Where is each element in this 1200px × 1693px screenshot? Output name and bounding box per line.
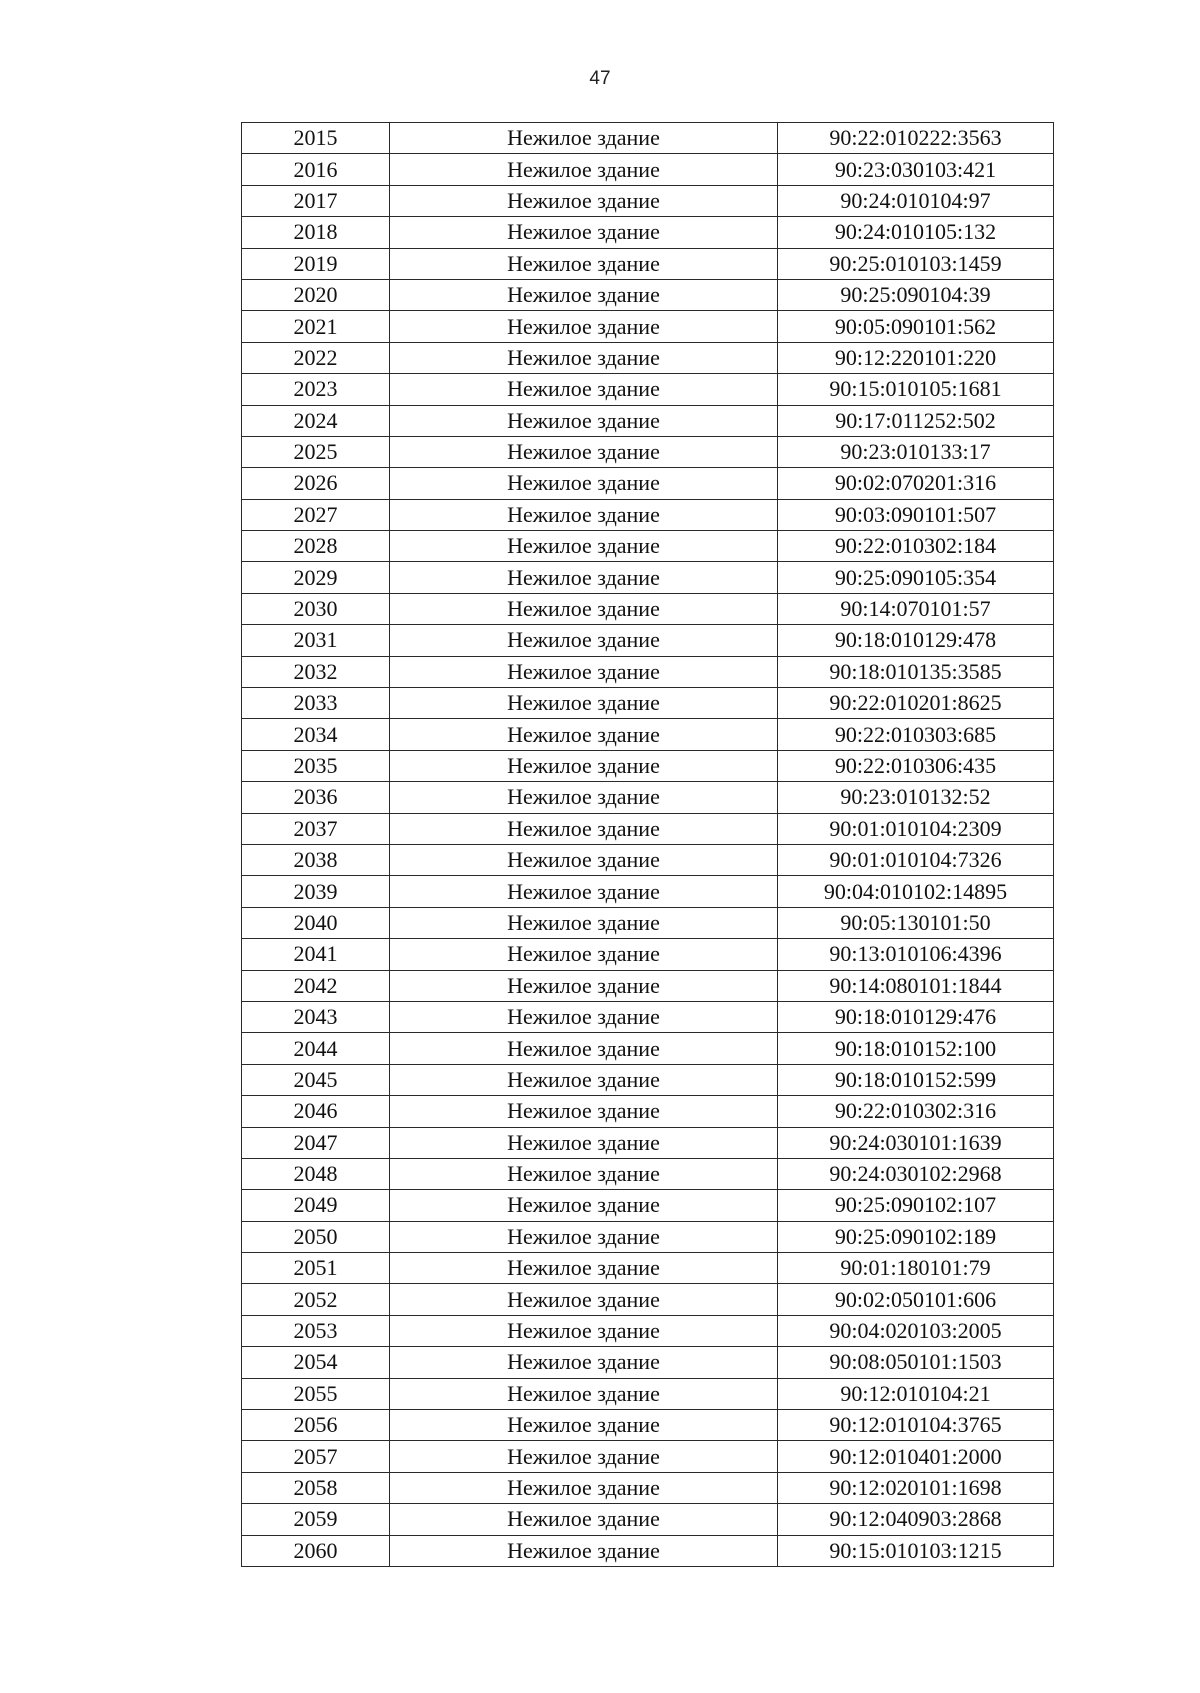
row-number-cell: 2021 (242, 311, 390, 342)
table-row (242, 217, 1054, 248)
row-number-cell: 2033 (242, 688, 390, 719)
row-number-cell: 2040 (242, 907, 390, 938)
object-type-cell: Нежилое здание (390, 1033, 778, 1064)
object-type-cell: Нежилое здание (390, 844, 778, 875)
table-row (242, 123, 1054, 154)
cadastral-number-cell: 90:24:030101:1639 (778, 1127, 1054, 1158)
table-row (242, 185, 1054, 216)
object-type-cell: Нежилое здание (390, 939, 778, 970)
object-type-cell: Нежилое здание (390, 1127, 778, 1158)
cadastral-number-cell: 90:13:010106:4396 (778, 939, 1054, 970)
row-number-cell: 2034 (242, 719, 390, 750)
cadastral-number-cell: 90:22:010303:685 (778, 719, 1054, 750)
object-type-cell: Нежилое здание (390, 970, 778, 1001)
cadastral-number-cell: 90:23:010133:17 (778, 436, 1054, 467)
row-number-cell: 2044 (242, 1033, 390, 1064)
table-row (242, 1315, 1054, 1346)
page-number: 47 (589, 68, 611, 89)
object-type-cell: Нежилое здание (390, 1535, 778, 1566)
object-type-cell: Нежилое здание (390, 311, 778, 342)
object-type-cell: Нежилое здание (390, 562, 778, 593)
row-number-cell: 2060 (242, 1535, 390, 1566)
row-number-cell: 2022 (242, 342, 390, 373)
row-number-cell: 2052 (242, 1284, 390, 1315)
table-row (242, 813, 1054, 844)
table-row (242, 750, 1054, 781)
cadastral-number-cell: 90:22:010222:3563 (778, 123, 1054, 154)
table-row (242, 876, 1054, 907)
object-type-cell: Нежилое здание (390, 405, 778, 436)
row-number-cell: 2054 (242, 1347, 390, 1378)
row-number-cell: 2028 (242, 531, 390, 562)
table-row (242, 688, 1054, 719)
table-row (242, 1096, 1054, 1127)
object-type-cell: Нежилое здание (390, 217, 778, 248)
cadastral-number-cell: 90:24:010105:132 (778, 217, 1054, 248)
table-row (242, 405, 1054, 436)
row-number-cell: 2019 (242, 248, 390, 279)
object-type-cell: Нежилое здание (390, 688, 778, 719)
object-type-cell: Нежилое здание (390, 1253, 778, 1284)
table-row (242, 719, 1054, 750)
cadastral-number-cell: 90:12:010401:2000 (778, 1441, 1054, 1472)
cadastral-number-cell: 90:02:070201:316 (778, 468, 1054, 499)
cadastral-number-cell: 90:12:010104:3765 (778, 1410, 1054, 1441)
object-type-cell: Нежилое здание (390, 1221, 778, 1252)
object-type-cell: Нежилое здание (390, 1441, 778, 1472)
cadastral-number-cell: 90:18:010152:599 (778, 1064, 1054, 1095)
object-type-cell: Нежилое здание (390, 342, 778, 373)
cadastral-number-cell: 90:18:010129:478 (778, 625, 1054, 656)
row-number-cell: 2059 (242, 1504, 390, 1535)
row-number-cell: 2037 (242, 813, 390, 844)
object-type-cell: Нежилое здание (390, 374, 778, 405)
table-row (242, 1284, 1054, 1315)
table-row (242, 342, 1054, 373)
cadastral-number-cell: 90:03:090101:507 (778, 499, 1054, 530)
row-number-cell: 2057 (242, 1441, 390, 1472)
cadastral-number-cell: 90:25:090105:354 (778, 562, 1054, 593)
object-type-cell: Нежилое здание (390, 154, 778, 185)
row-number-cell: 2023 (242, 374, 390, 405)
table-row (242, 1441, 1054, 1472)
cadastral-number-cell: 90:08:050101:1503 (778, 1347, 1054, 1378)
table-row (242, 279, 1054, 310)
table-row (242, 468, 1054, 499)
cadastral-number-cell: 90:25:090104:39 (778, 279, 1054, 310)
cadastral-number-cell: 90:15:010105:1681 (778, 374, 1054, 405)
table-row (242, 531, 1054, 562)
table-row (242, 1064, 1054, 1095)
row-number-cell: 2051 (242, 1253, 390, 1284)
row-number-cell: 2026 (242, 468, 390, 499)
cadastral-number-cell: 90:23:010132:52 (778, 782, 1054, 813)
table-row (242, 970, 1054, 1001)
row-number-cell: 2035 (242, 750, 390, 781)
cadastral-number-cell: 90:22:010302:184 (778, 531, 1054, 562)
table-row (242, 1347, 1054, 1378)
object-type-cell: Нежилое здание (390, 436, 778, 467)
row-number-cell: 2041 (242, 939, 390, 970)
object-type-cell: Нежилое здание (390, 1315, 778, 1346)
row-number-cell: 2036 (242, 782, 390, 813)
object-type-cell: Нежилое здание (390, 1472, 778, 1503)
object-type-cell: Нежилое здание (390, 656, 778, 687)
object-type-cell: Нежилое здание (390, 625, 778, 656)
cadastral-number-cell: 90:05:090101:562 (778, 311, 1054, 342)
object-type-cell: Нежилое здание (390, 248, 778, 279)
table-row (242, 154, 1054, 185)
object-type-cell: Нежилое здание (390, 1064, 778, 1095)
row-number-cell: 2049 (242, 1190, 390, 1221)
object-type-cell: Нежилое здание (390, 750, 778, 781)
property-table-body (242, 123, 1054, 1567)
object-type-cell: Нежилое здание (390, 279, 778, 310)
table-row (242, 939, 1054, 970)
row-number-cell: 2032 (242, 656, 390, 687)
cadastral-number-cell: 90:24:010104:97 (778, 185, 1054, 216)
property-table (241, 122, 1054, 1567)
object-type-cell: Нежилое здание (390, 1001, 778, 1032)
cadastral-number-cell: 90:12:220101:220 (778, 342, 1054, 373)
table-row (242, 1472, 1054, 1503)
cadastral-number-cell: 90:01:180101:79 (778, 1253, 1054, 1284)
row-number-cell: 2055 (242, 1378, 390, 1409)
row-number-cell: 2027 (242, 499, 390, 530)
cadastral-number-cell: 90:22:010302:316 (778, 1096, 1054, 1127)
row-number-cell: 2024 (242, 405, 390, 436)
object-type-cell: Нежилое здание (390, 1504, 778, 1535)
cadastral-number-cell: 90:25:090102:189 (778, 1221, 1054, 1252)
cadastral-number-cell: 90:17:011252:502 (778, 405, 1054, 436)
object-type-cell: Нежилое здание (390, 813, 778, 844)
table-row (242, 1504, 1054, 1535)
object-type-cell: Нежилое здание (390, 468, 778, 499)
cadastral-number-cell: 90:18:010152:100 (778, 1033, 1054, 1064)
row-number-cell: 2020 (242, 279, 390, 310)
table-row (242, 248, 1054, 279)
cadastral-number-cell: 90:04:020103:2005 (778, 1315, 1054, 1346)
table-row (242, 844, 1054, 875)
object-type-cell: Нежилое здание (390, 1096, 778, 1127)
table-row (242, 1033, 1054, 1064)
cadastral-number-cell: 90:14:070101:57 (778, 593, 1054, 624)
table-row (242, 782, 1054, 813)
table-row (242, 436, 1054, 467)
table-row (242, 311, 1054, 342)
cadastral-number-cell: 90:12:010104:21 (778, 1378, 1054, 1409)
table-row (242, 562, 1054, 593)
cadastral-number-cell: 90:14:080101:1844 (778, 970, 1054, 1001)
object-type-cell: Нежилое здание (390, 1190, 778, 1221)
row-number-cell: 2015 (242, 123, 390, 154)
cadastral-number-cell: 90:12:040903:2868 (778, 1504, 1054, 1535)
object-type-cell: Нежилое здание (390, 499, 778, 530)
cadastral-number-cell: 90:01:010104:7326 (778, 844, 1054, 875)
table-row (242, 1221, 1054, 1252)
cadastral-number-cell: 90:05:130101:50 (778, 907, 1054, 938)
table-row (242, 1127, 1054, 1158)
object-type-cell: Нежилое здание (390, 907, 778, 938)
cadastral-number-cell: 90:04:010102:14895 (778, 876, 1054, 907)
table-row (242, 625, 1054, 656)
object-type-cell: Нежилое здание (390, 1284, 778, 1315)
row-number-cell: 2017 (242, 185, 390, 216)
object-type-cell: Нежилое здание (390, 1347, 778, 1378)
object-type-cell: Нежилое здание (390, 185, 778, 216)
row-number-cell: 2045 (242, 1064, 390, 1095)
cadastral-number-cell: 90:25:090102:107 (778, 1190, 1054, 1221)
table-row (242, 1378, 1054, 1409)
object-type-cell: Нежилое здание (390, 719, 778, 750)
object-type-cell: Нежилое здание (390, 1158, 778, 1189)
row-number-cell: 2029 (242, 562, 390, 593)
object-type-cell: Нежилое здание (390, 1410, 778, 1441)
cadastral-number-cell: 90:15:010103:1215 (778, 1535, 1054, 1566)
row-number-cell: 2050 (242, 1221, 390, 1252)
table-row (242, 593, 1054, 624)
table-row (242, 1535, 1054, 1566)
table-row (242, 499, 1054, 530)
object-type-cell: Нежилое здание (390, 123, 778, 154)
row-number-cell: 2038 (242, 844, 390, 875)
row-number-cell: 2025 (242, 436, 390, 467)
table-row (242, 1410, 1054, 1441)
cadastral-number-cell: 90:25:010103:1459 (778, 248, 1054, 279)
cadastral-number-cell: 90:23:030103:421 (778, 154, 1054, 185)
row-number-cell: 2016 (242, 154, 390, 185)
row-number-cell: 2030 (242, 593, 390, 624)
table-row (242, 1001, 1054, 1032)
row-number-cell: 2053 (242, 1315, 390, 1346)
cadastral-number-cell: 90:18:010135:3585 (778, 656, 1054, 687)
object-type-cell: Нежилое здание (390, 876, 778, 907)
row-number-cell: 2039 (242, 876, 390, 907)
cadastral-number-cell: 90:24:030102:2968 (778, 1158, 1054, 1189)
table-row (242, 656, 1054, 687)
object-type-cell: Нежилое здание (390, 531, 778, 562)
table-row (242, 1253, 1054, 1284)
object-type-cell: Нежилое здание (390, 782, 778, 813)
row-number-cell: 2058 (242, 1472, 390, 1503)
cadastral-number-cell: 90:01:010104:2309 (778, 813, 1054, 844)
cadastral-number-cell: 90:22:010201:8625 (778, 688, 1054, 719)
table-row (242, 1158, 1054, 1189)
cadastral-number-cell: 90:12:020101:1698 (778, 1472, 1054, 1503)
row-number-cell: 2043 (242, 1001, 390, 1032)
table-row (242, 1190, 1054, 1221)
cadastral-number-cell: 90:22:010306:435 (778, 750, 1054, 781)
object-type-cell: Нежилое здание (390, 1378, 778, 1409)
cadastral-number-cell: 90:18:010129:476 (778, 1001, 1054, 1032)
cadastral-number-cell: 90:02:050101:606 (778, 1284, 1054, 1315)
row-number-cell: 2042 (242, 970, 390, 1001)
row-number-cell: 2046 (242, 1096, 390, 1127)
row-number-cell: 2048 (242, 1158, 390, 1189)
row-number-cell: 2031 (242, 625, 390, 656)
table-row (242, 907, 1054, 938)
row-number-cell: 2018 (242, 217, 390, 248)
row-number-cell: 2047 (242, 1127, 390, 1158)
object-type-cell: Нежилое здание (390, 593, 778, 624)
table-row (242, 374, 1054, 405)
row-number-cell: 2056 (242, 1410, 390, 1441)
